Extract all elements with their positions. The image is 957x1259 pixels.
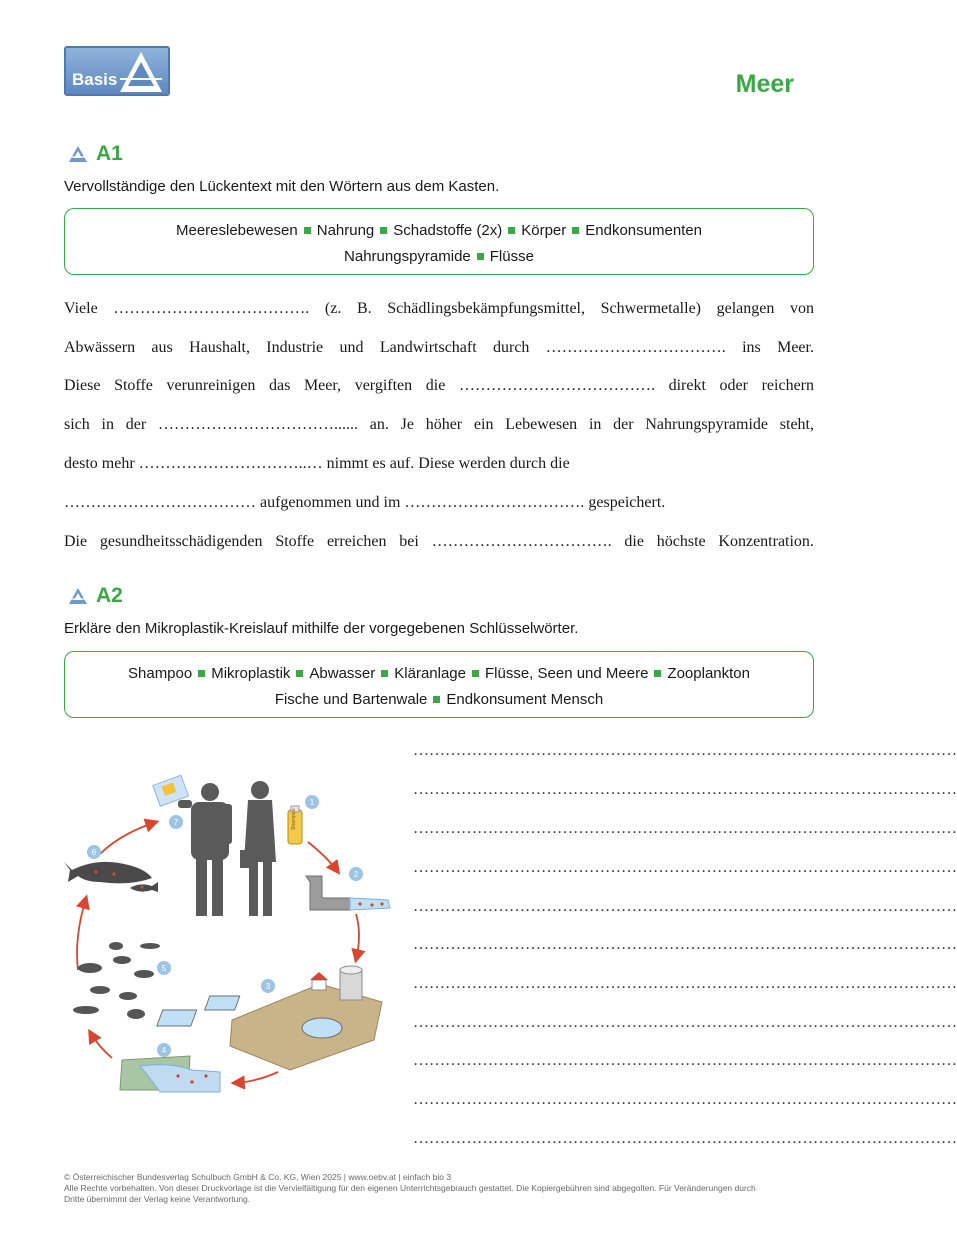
cloze-word: höchste xyxy=(656,533,706,550)
cloze-word: der xyxy=(613,416,634,433)
cycle-arrow xyxy=(308,842,338,872)
task-a2-heading xyxy=(68,584,123,608)
answer-line-4[interactable]: ………………………………………………………………………………………… xyxy=(413,859,957,876)
cloze-line-6: ……………………………… aufgenommen und im ……………………………. gespeichert. xyxy=(64,494,666,511)
step-marker xyxy=(157,961,171,975)
cloze-word: das xyxy=(268,377,291,394)
keyword: Körper xyxy=(521,222,567,239)
answer-line-7[interactable]: ………………………………………………………………………………………… xyxy=(413,975,957,992)
step-marker xyxy=(169,815,183,829)
svg-text:6: 6 xyxy=(91,848,97,857)
step-marker xyxy=(261,979,275,993)
cloze-word: von xyxy=(789,300,814,317)
cloze-word: reichern xyxy=(761,377,814,394)
cloze-word: sich xyxy=(64,416,90,433)
cloze-word: Viele xyxy=(64,300,98,317)
cloze-word: ein xyxy=(473,416,494,433)
answer-line-8[interactable]: ………………………………………………………………………………………… xyxy=(413,1014,957,1031)
cloze-line-1 xyxy=(64,300,814,318)
separator-square-icon xyxy=(304,227,311,234)
answer-line-10[interactable]: ………………………………………………………………………………………… xyxy=(413,1091,957,1108)
separator-square-icon xyxy=(508,227,515,234)
pyramid-icon xyxy=(68,587,88,605)
a2-word-row-2 xyxy=(75,687,803,713)
step-marker xyxy=(87,845,101,859)
separator-square-icon xyxy=(654,670,661,677)
pyramid-icon xyxy=(118,50,164,94)
cloze-word: in xyxy=(588,416,602,433)
people-silhouette xyxy=(178,781,276,916)
step-marker xyxy=(305,795,319,809)
cloze-word: die xyxy=(624,533,644,550)
cloze-word: Je xyxy=(400,416,414,433)
svg-text:1: 1 xyxy=(309,798,315,807)
cloze-word: Diese xyxy=(64,377,101,394)
a1-word-row-1 xyxy=(75,218,803,244)
zooplankton-icon xyxy=(73,942,160,1019)
footer-line-1: © Österreichischer Bundesverlag Schulbuch GmbH & Co. KG, Wien 2025 | www.oebv.at | einfach bio 3 xyxy=(64,1172,452,1182)
cloze-word: Haushalt, xyxy=(189,339,250,356)
cloze-word: Lebewesen xyxy=(505,416,578,433)
cycle-arrow xyxy=(100,822,156,854)
cloze-word: steht, xyxy=(779,416,814,433)
cloze-word: Die xyxy=(64,533,88,550)
svg-text:3: 3 xyxy=(265,982,271,991)
cloze-word: gesundheitsschädigenden xyxy=(99,533,263,550)
cloze-word[interactable]: ………………………………. xyxy=(113,300,310,317)
svg-text:7: 7 xyxy=(173,818,179,827)
keyword: Flüsse, Seen und Meere xyxy=(484,665,649,682)
separator-square-icon xyxy=(381,670,388,677)
keyword: Zooplankton xyxy=(667,665,750,682)
a2-word-box xyxy=(64,651,814,718)
logo-text: Basis xyxy=(72,70,118,89)
cloze-word: in xyxy=(101,416,114,433)
cloze-word: erreichen xyxy=(326,533,387,550)
microplastic-cycle-illustration xyxy=(60,770,400,1100)
cycle-arrow xyxy=(356,914,359,960)
cloze-word: Schädlingsbekämpfungsmittel, xyxy=(387,300,585,317)
page-title: Meer xyxy=(735,70,794,98)
keyword: Abwasser xyxy=(309,665,376,682)
footer-line-2: Alle Rechte vorbehalten. Von dieser Druckvorlage ist die Vervielfältigung für den eigenen Unterrichtsgebrauch gestattet. Die Kopiergebühren sind abgegolten. Für Veränderungen durch xyxy=(64,1183,756,1193)
separator-square-icon xyxy=(380,227,387,234)
cloze-word: höher xyxy=(425,416,463,433)
a1-word-row-2 xyxy=(75,244,803,270)
separator-square-icon xyxy=(572,227,579,234)
footer-line-3: Dritte übernimmt der Verlag keine Verantwortung. xyxy=(64,1194,251,1204)
step-marker xyxy=(157,1043,171,1057)
keyword: Nahrung xyxy=(316,222,375,239)
a1-word-box xyxy=(64,208,814,275)
cloze-line-7 xyxy=(64,533,814,551)
cloze-word: Landwirtschaft xyxy=(379,339,477,356)
a2-word-row-1 xyxy=(75,661,803,687)
cloze-word: Stoffe xyxy=(114,377,153,394)
cloze-word: Schwermetalle) xyxy=(600,300,701,317)
shampoo-label: Shampoo xyxy=(291,808,297,830)
keyword: Flüsse xyxy=(489,248,534,265)
answer-line-11[interactable]: ………………………………………………………………………………………… xyxy=(413,1130,957,1147)
cycle-arrow xyxy=(77,898,86,970)
task-a2-instruction: Erkläre den Mikroplastik-Kreislauf mithilfe der vorgegebenen Schlüsselwörter. xyxy=(64,620,579,637)
cloze-word[interactable]: ……………………………. xyxy=(431,533,612,550)
pyramid-icon xyxy=(68,145,88,163)
cloze-word: an. xyxy=(369,416,389,433)
cloze-word: durch xyxy=(493,339,530,356)
separator-square-icon xyxy=(198,670,205,677)
keyword: Kläranlage xyxy=(394,665,466,682)
cloze-word: Meer. xyxy=(777,339,814,356)
separator-square-icon xyxy=(477,253,484,260)
svg-text:4: 4 xyxy=(161,1046,167,1055)
separator-square-icon xyxy=(296,670,303,677)
task-a1-heading xyxy=(68,142,123,166)
answer-line-6[interactable]: ………………………………………………………………………………………… xyxy=(413,936,957,953)
cloze-word: der xyxy=(125,416,147,433)
separator-square-icon xyxy=(472,670,479,677)
river-sea-icon xyxy=(120,1056,220,1092)
cloze-word: Abwässern xyxy=(64,339,136,356)
answer-line-3[interactable]: ………………………………………………………………………………………… xyxy=(413,820,957,837)
cycle-arrow xyxy=(90,1032,112,1058)
answer-line-2[interactable]: ………………………………………………………………………………………… xyxy=(413,781,957,798)
answer-line-9[interactable]: ………………………………………………………………………………………… xyxy=(413,1052,957,1069)
cloze-word: Stoffe xyxy=(275,533,315,550)
task-a1-instruction: Vervollständige den Lückentext mit den Wörtern aus dem Kasten. xyxy=(64,178,500,195)
cloze-word: bei xyxy=(399,533,419,550)
separator-square-icon xyxy=(433,696,440,703)
cloze-word: verunreinigen xyxy=(166,377,256,394)
task-a2-label: A2 xyxy=(96,584,123,607)
cloze-word: die xyxy=(425,377,446,394)
cloze-word: ins xyxy=(742,339,761,356)
drain-pipe-icon xyxy=(306,876,390,910)
cloze-word[interactable]: ………………………………. xyxy=(458,377,655,394)
task-a1-label: A1 xyxy=(96,142,123,165)
cloze-word: (z. xyxy=(324,300,342,317)
footer xyxy=(64,1172,824,1205)
cloze-line-3 xyxy=(64,377,814,395)
cloze-word: gelangen xyxy=(716,300,775,317)
basis-logo xyxy=(64,46,170,96)
keyword: Endkonsument Mensch xyxy=(446,691,604,708)
keyword: Shampoo xyxy=(128,665,193,682)
keyword: Endkonsumenten xyxy=(585,222,703,239)
cycle-arrow xyxy=(234,1072,278,1083)
svg-text:5: 5 xyxy=(161,964,167,973)
cloze-word: Nahrungspyramide xyxy=(645,416,769,433)
cloze-word: und xyxy=(339,339,364,356)
keyword: Meereslebewesen xyxy=(175,222,298,239)
cloze-word: Industrie xyxy=(266,339,324,356)
cloze-word: aus xyxy=(151,339,173,356)
cloze-word: direkt xyxy=(668,377,706,394)
cloze-word: B. xyxy=(356,300,372,317)
keyword: Fische und Bartenwale xyxy=(274,691,428,708)
keyword: Schadstoffe (2x) xyxy=(393,222,503,239)
keyword: Mikroplastik xyxy=(211,665,291,682)
cloze-line-2 xyxy=(64,339,814,357)
keyword: Nahrungspyramide xyxy=(344,248,471,265)
cloze-word: Meer, xyxy=(303,377,342,394)
whale-fish-icon xyxy=(64,862,158,892)
answer-line-5[interactable]: ………………………………………………………………………………………… xyxy=(413,898,957,915)
answer-line-1[interactable]: ………………………………………………………………………………………… xyxy=(413,742,957,759)
svg-text:2: 2 xyxy=(353,870,359,879)
cloze-line-4 xyxy=(64,416,814,434)
cloze-word[interactable]: ……………………………...... xyxy=(157,416,358,433)
cloze-word: Konzentration. xyxy=(718,533,814,550)
cloze-word: oder xyxy=(719,377,748,394)
step-marker xyxy=(349,867,363,881)
cloze-line-5: desto mehr …………………………..… nimmt es auf. Diese werden durch die xyxy=(64,455,570,472)
cloze-word[interactable]: ……………………………. xyxy=(545,339,726,356)
cloze-word: vergiften xyxy=(354,377,413,394)
